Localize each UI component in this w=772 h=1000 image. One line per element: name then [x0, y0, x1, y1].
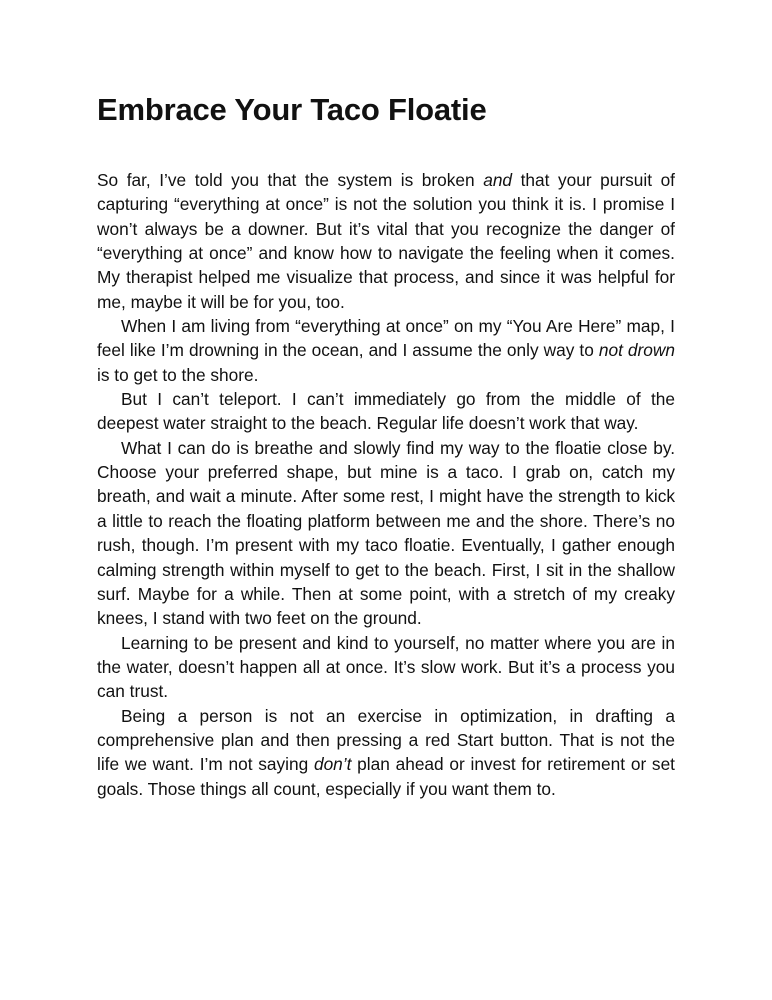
paragraph-text: But I can’t teleport. I can’t immediately go from the middle of the deepest water straight to the beach. Regular life doesn’t work that way. [97, 389, 675, 434]
paragraph-text: What I can do is breathe and slowly find my way to the floatie close by. Choose your preferred shape, but mine is a taco. I grab on, catch my breath, and wait a minute. After some rest, I might have the strength to kick a little to reach the floating platform between me and the shore. There’s no rush, though. I’m present with my taco floatie. Eventually, I gather enough calming strength within myself to get to the beach. First, I sit in the shallow surf. Maybe for a while. Then at some point, with a stretch of my creaky knees, I stand with two feet on the ground. [97, 437, 675, 629]
page-title: Embrace Your Taco Floatie [97, 92, 487, 127]
paragraph [97, 704, 675, 801]
paragraph-text: is to get to the shore. [97, 364, 259, 385]
paragraph-text: plan ahead or invest for retirement or set goals. Those things all count, especially if you want them to. [97, 754, 675, 799]
emphasized-text: and [483, 170, 513, 190]
emphasized-text: not drown [598, 340, 675, 361]
paragraph-text: Being a person is not an exercise in optimization, in drafting a comprehensive plan and then pressing a red Start button. That is not the life we want. I’m not saying [97, 705, 675, 775]
paragraph [97, 168, 675, 314]
paragraph [97, 436, 675, 631]
paragraph [97, 314, 675, 387]
paragraph-text: When I am living from “everything at once” on my “You Are Here” map, I feel like I’m drowning in the ocean, and I assume the only way to [97, 316, 675, 361]
paragraph [97, 631, 675, 704]
paragraph-text: So far, I’ve told you that the system is broken [97, 170, 484, 190]
emphasized-text: don’t [313, 754, 352, 775]
paragraph-text: Learning to be present and kind to yourself, no matter where you are in the water, doesn’t happen all at once. It’s slow work. But it’s a process you can trust. [97, 632, 675, 702]
paragraph-text: that your pursuit of capturing “everything at once” is not the solution you think it is. I promise I won’t always be a downer. But it’s vital that you recognize the danger of “everything at once” and know how to navigate the feeling when it comes. My therapist helped me visualize that process, and since it was helpful for me, maybe it will be for you, too. [97, 170, 675, 312]
body-text [97, 168, 675, 801]
document-page [97, 86, 675, 801]
paragraph [97, 387, 675, 436]
